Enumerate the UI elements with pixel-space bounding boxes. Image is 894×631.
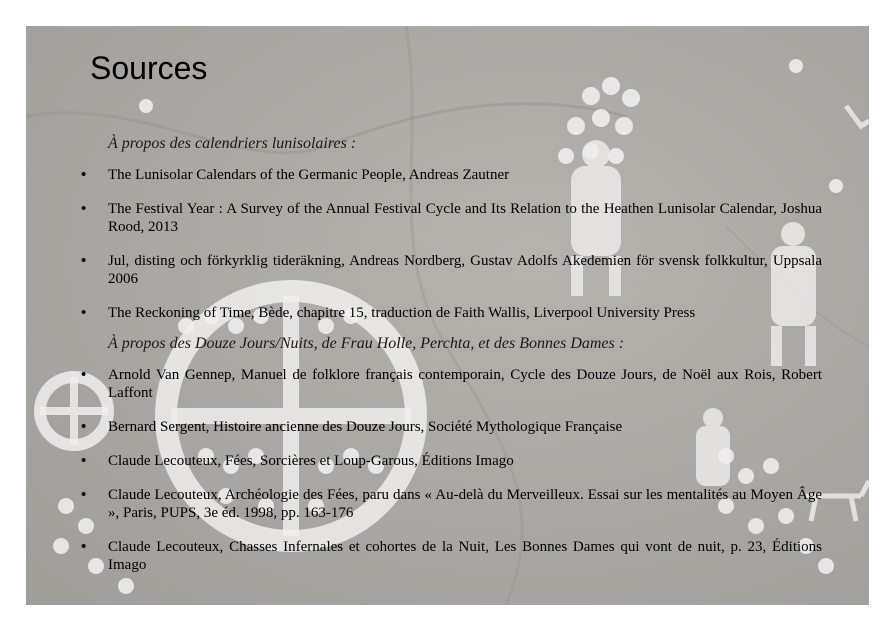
source-text: Claude Lecouteux, Chasses Infernales et cohortes de la Nuit, Les Bonnes Dames qui vont de nuit, p. 23, Éditions Imago <box>108 539 822 573</box>
bullet: • <box>81 486 87 503</box>
source-text: Bernard Sergent, Histoire ancienne des Douze Jours, Société Mythologique Française <box>108 419 623 435</box>
source-text: The Festival Year : A Survey of the Annual Festival Cycle and Its Relation to the Heathen Lunisolar Calendar, Joshua Rood, 2013 <box>108 201 822 235</box>
source-text: The Lunisolar Calendars of the Germanic People, Andreas Zautner <box>108 167 510 183</box>
source-list-douze-jours <box>26 366 869 574</box>
list-item <box>81 538 822 574</box>
bullet: • <box>81 538 87 555</box>
bullet: • <box>81 200 87 217</box>
list-item <box>81 452 822 470</box>
sources-content <box>26 134 869 574</box>
bullet: • <box>81 166 87 183</box>
slide <box>26 26 869 605</box>
list-item <box>81 252 822 288</box>
list-item <box>81 200 822 236</box>
list-item <box>81 166 822 184</box>
source-list-lunisolar <box>26 166 869 322</box>
list-item <box>81 304 822 322</box>
page-title: Sources <box>90 50 208 86</box>
bullet: • <box>81 452 87 469</box>
bullet: • <box>81 304 87 321</box>
section-heading-douze-jours: À propos des Douze Jours/Nuits, de Frau Holle, Perchta, et des Bonnes Dames : <box>108 335 625 352</box>
source-text: Jul, disting och förkyrklig tideräkning, Andreas Nordberg, Gustav Adolfs Akedemien för svensk folkkultur, Uppsala 2006 <box>108 253 822 287</box>
list-item <box>81 366 822 402</box>
source-text: Arnold Van Gennep, Manuel de folklore français contemporain, Cycle des Douze Jours, de Noël aux Rois, Robert Laffont <box>108 367 822 401</box>
source-text: Claude Lecouteux, Fées, Sorcières et Loup-Garous, Éditions Imago <box>108 453 514 469</box>
source-text: The Reckoning of Time, Bède, chapitre 15, traduction de Faith Wallis, Liverpool University Press <box>108 305 696 321</box>
section-heading-lunisolar: À propos des calendriers lunisolaires : <box>108 135 357 152</box>
bullet: • <box>81 252 87 269</box>
source-text: Claude Lecouteux, Archéologie des Fées, paru dans « Au-delà du Merveilleux. Essai sur les mentalités au Moyen Âge », Paris, PUPS, 3e éd. 1998, pp. 163-176 <box>108 487 822 521</box>
list-item <box>81 486 822 522</box>
list-item <box>81 418 822 436</box>
bullet: • <box>81 366 87 383</box>
bullet: • <box>81 418 87 435</box>
